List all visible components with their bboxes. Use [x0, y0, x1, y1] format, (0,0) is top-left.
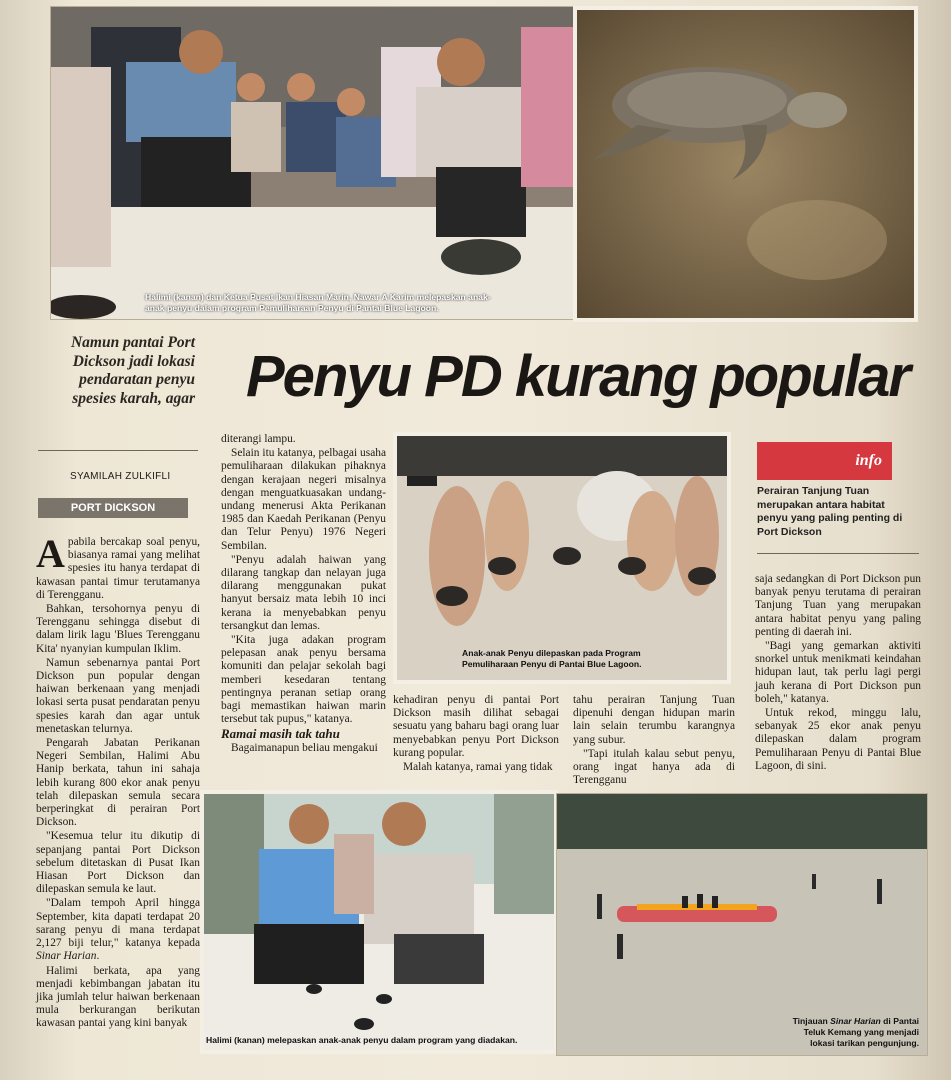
info-rule — [757, 553, 919, 554]
col1-paragraph-6a: "Dalam tempoh April hingga September, kita dapati terdapat 20 sarang penyu di mana terdapat 2,127 biji telur," katanya kepada — [36, 897, 200, 950]
bottom-right-caption-b: di Pantai Teluk Kemang yang menjadi lokasi tarikan pengunjung. — [803, 1016, 919, 1048]
col3-paragraph-1: kehadiran penyu di pantai Port Dickson masih dilihat sebagai sesuatu yang baharu bagi orang luar menyebabkan penyu Port Dickson kurang popular. — [393, 694, 559, 759]
top-photo-people-releasing-turtles — [50, 6, 579, 320]
hatchlings-photo-caption: Anak-anak Penyu dilepaskan pada Program Pemuliharaan Penyu di Pantai Blue Lagoon. — [462, 648, 642, 669]
col5-paragraph-2: "Bagi yang gemarkan aktiviti snorkel untuk menikmati keindahan hidupan laut, tak perlu lagi pergi jauh kerana di Port Dickson pun boleh," katanya. — [755, 640, 921, 705]
col2-paragraph-3: "Kita juga adakan program pelepasan anak penyu bersama komuniti dan pelajar sekolah bagi memberi kesedaran tentang pentingnya peranan setiap orang bagi memastikan haiwan marin tersebut tak pupus," katanya. — [221, 634, 386, 726]
col1-paragraph-3: Namun sebenarnya pantai Port Dickson pun popular dengan haiwan berkenaan yang menjadi lokasi serta pusat pendaratan penyu spesies karah dan agar untuk menetaskan telurnya. — [36, 656, 200, 735]
info-label: info — [757, 442, 892, 480]
col1-paragraph-1: pabila bercakap soal penyu, biasanya ramai yang melihat spesies itu hanya terdapat di kawasan pantai timur terutamanya di Terengganu. — [36, 536, 200, 601]
col1-paragraph-5: "Kesemua telur itu dikutip di sepanjang pantai Port Dickson sebelum ditetaskan di Pusat Ikan Hiasan Port Dickson dan dilepaskan semula ke laut. — [36, 830, 200, 896]
col2-paragraph-0: diterangi lampu. — [221, 433, 296, 445]
bottom-left-photo-release — [200, 790, 558, 1054]
byline: SYAMILAH ZULKIFLI — [70, 471, 171, 482]
col5-paragraph-1: saja sedangkan di Port Dickson pun banyak penyu terutama di perairan Tanjung Tuan yang merupakan antara habitat penyu yang paling penting di daerah ini. — [755, 573, 921, 638]
top-photo-caption: Halimi (kanan) dan Ketua Pusat Ikan Hiasan Marin, Nawar A Karim melepaskan anak-anak penyu dalam program Pemuliharaan Penyu di Pantai Blue Lagoon. — [145, 292, 491, 313]
info-text: Perairan Tanjung Tuan merupakan antara habitat penyu yang paling penting di Port Dickson — [757, 485, 903, 538]
col1-paragraph-2: Bahkan, tersohornya penyu di Terengganu sehingga disebut di dalam lirik lagu 'Blues Terengganu Kita' nyanyian kumpulan Iklim. — [36, 603, 200, 655]
bottom-right-caption-a: Tinjauan — [792, 1016, 831, 1026]
col4-paragraph-1: tahu perairan Tanjung Tuan dipenuhi dengan hidupan marin lain selain terumbu karangnya yang subur. — [573, 694, 735, 746]
col5-paragraph-3: Untuk rekod, minggu lalu, sebanyak 25 ekor anak penyu dilepaskan dalam program Pemuliharaan Penyu di Pantai Blue Lagoon, di sini. — [755, 707, 921, 772]
article-column-4 — [573, 694, 735, 788]
col1-paragraph-7: Halimi berkata, apa yang menjadi kebimbangan jabatan itu jika jumlah telur haiwan berkenaan mula berkurangan berikutan kawasan pantai yang kini banyak — [36, 964, 200, 1030]
article-column-3 — [393, 694, 559, 775]
drop-cap: A — [36, 531, 65, 576]
col2-paragraph-1: Selain itu katanya, pelbagai usaha pemuliharaan dilakukan pihaknya dengan kerajaan negeri misalnya dengan menguatkuasakan undang-undang menerusi Akta Perikanan 1985 dan Kaedah Perikanan (Penyu dan Telur Penyu) 1976 Negeri Sembilan. — [221, 447, 386, 552]
col1-paragraph-6-em: Sinar Harian — [36, 950, 97, 963]
col2-paragraph-4: Bagaimanapun beliau mengakui — [231, 741, 378, 754]
bottom-right-photo-caption — [784, 1016, 919, 1049]
hatchlings-photo — [393, 432, 731, 684]
col4-paragraph-2: "Tapi itulah kalau sebut penyu, orang ingat hanya ada di Terengganu — [573, 747, 735, 787]
col3-paragraph-2: Malah katanya, ramai yang tidak — [403, 761, 553, 774]
top-photo-turtle-on-sand — [573, 6, 918, 322]
location-label: PORT DICKSON — [38, 498, 188, 518]
bottom-left-photo-caption: Halimi (kanan) melepaskan anak-anak penyu dalam program yang diadakan. — [206, 1035, 518, 1045]
col1-paragraph-4: Pengarah Jabatan Perikanan Negeri Sembilan, Halimi Abu Hanip berkata, tahun ini sahaja lebih kurang 800 ekor anak penyu telah dilepaskan semula secara berperingkat di perairan Port Dickson. — [36, 737, 200, 829]
article-column-2 — [221, 433, 386, 756]
strapline: Namun pantai Port Dickson jadi lokasi pendaratan penyu spesies karah, agar — [70, 334, 195, 407]
article-column-1 — [36, 531, 200, 1032]
article-column-5 — [755, 573, 921, 774]
bottom-right-caption-em: Sinar Harian — [830, 1016, 881, 1026]
headline: Penyu PD kurang popular — [246, 344, 909, 409]
col1-paragraph-6 — [36, 897, 200, 963]
subheading: Ramai masih tak tahu — [221, 726, 340, 742]
col2-paragraph-2: "Penyu adalah haiwan yang dilarang tangkap dan nelayan juga dilarang menggunakan pukat hanyut bersaiz mata lebih 10 inci kerana ia menyebabkan penyu tersangkut dan lemas. — [221, 553, 386, 632]
strap-rule — [38, 450, 198, 451]
col1-paragraph-6b: . — [96, 950, 100, 963]
